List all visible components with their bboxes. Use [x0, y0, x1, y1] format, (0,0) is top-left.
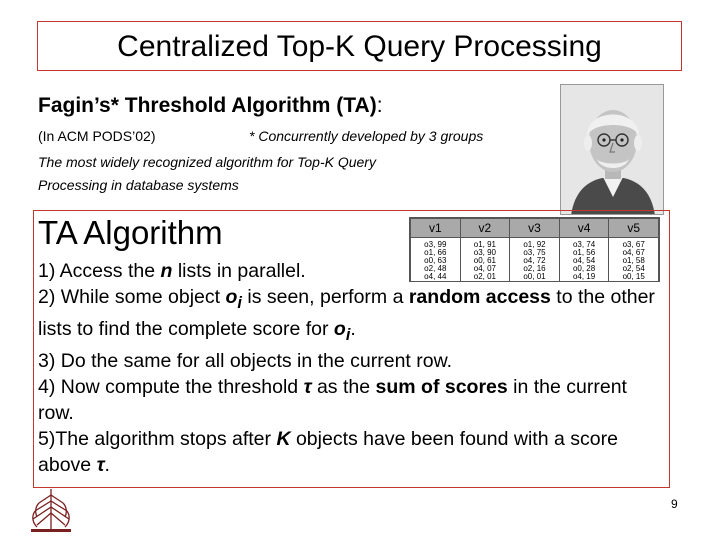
tree-logo-icon [25, 483, 77, 535]
step-2-object-2-index: i [345, 325, 351, 344]
table-cell: o0, 63 [411, 257, 461, 265]
university-logo [25, 483, 77, 535]
table-cell: o1, 66 [411, 249, 461, 257]
table-cell: o1, 91 [460, 238, 510, 250]
table-header: v5 [609, 219, 659, 238]
table-header: v2 [460, 219, 510, 238]
step-5-period: . [104, 453, 110, 476]
table-cell: o3, 99 [411, 238, 461, 250]
table-cell: o4, 19 [559, 273, 609, 281]
table-cell: o0, 15 [609, 273, 659, 281]
venue-text: (In ACM PODS’02) [38, 128, 156, 144]
step-5-text-b: objects have been found with a score above [38, 427, 618, 476]
table-cell: o3, 74 [559, 238, 609, 250]
step-1-text: 1) Access the [38, 260, 161, 282]
table-cell: o1, 92 [510, 238, 560, 250]
step-4-tau: τ [303, 375, 312, 398]
algorithm-heading: TA Algorithm [38, 214, 223, 251]
subheading-colon: : [376, 94, 383, 117]
table-header: v4 [559, 219, 609, 238]
step-5-tau: τ [96, 453, 105, 476]
step-2-object-index: i [237, 293, 242, 312]
table-cell: o0, 01 [510, 273, 560, 281]
table-cell: o4, 44 [411, 273, 461, 281]
algorithm-steps [38, 258, 658, 478]
description [38, 151, 508, 197]
table-cell: o4, 07 [460, 265, 510, 273]
table-cell: o4, 72 [510, 257, 560, 265]
table-cell: o4, 54 [559, 257, 609, 265]
step-5-k: K [276, 427, 291, 450]
portrait-photo [560, 84, 664, 215]
step-4-text: 4) Now compute the threshold [38, 375, 304, 398]
step-3: 3) Do the same for all objects in the current row. [38, 349, 453, 372]
portrait-illustration [561, 85, 664, 215]
step-2-object-2: o [333, 317, 346, 340]
step-1-n: n [160, 260, 173, 282]
step-4-sum-of-scores: sum of scores [375, 375, 508, 398]
step-2-text-c: to the other lists to find the complete score for [38, 286, 655, 340]
table-cell: o3, 90 [460, 249, 510, 257]
table-cell: o2, 01 [460, 273, 510, 281]
step-2-text-b: is seen, perform a [241, 286, 409, 308]
step-5 [38, 426, 658, 478]
subheading [38, 94, 383, 118]
table-cell: o4, 67 [609, 249, 659, 257]
step-1 [38, 258, 658, 284]
note-line [38, 128, 484, 144]
table-cell: o0, 61 [460, 257, 510, 265]
step-2-random: random [408, 286, 481, 308]
table-header: v1 [411, 219, 461, 238]
table-cell: o2, 48 [411, 265, 461, 273]
footnote-text: * Concurrently developed by 3 groups [249, 128, 484, 144]
step-4-text-c: in the current row. [38, 375, 627, 424]
step-2-object: o [225, 286, 238, 308]
step-5-text: 5)The algorithm stops after [38, 427, 277, 450]
table-cell: o3, 67 [609, 238, 659, 250]
page-number: 9 [671, 497, 678, 511]
description-line-2: Processing in database systems [38, 177, 239, 193]
step-4-text-b: as the [311, 375, 376, 398]
table-header: v3 [510, 219, 560, 238]
step-1-text-end: lists in parallel. [172, 260, 306, 282]
step-2 [38, 284, 658, 348]
step-4 [38, 374, 658, 426]
table-cell: o3, 75 [510, 249, 560, 257]
subheading-text: Fagin’s* Threshold Algorithm (TA) [38, 94, 377, 117]
slide-title: Centralized Top-K Query Processing [117, 30, 602, 63]
table-cell: o1, 56 [559, 249, 609, 257]
table-cell: o2, 54 [609, 265, 659, 273]
step-2-text: 2) While some object [38, 286, 226, 308]
description-line-1: The most widely recognized algorithm for Top-K Query [38, 154, 376, 170]
step-2-period: . [350, 317, 356, 340]
step-2-access: access [485, 286, 551, 308]
table-cell: o2, 16 [510, 265, 560, 273]
table-cell: o1, 58 [609, 257, 659, 265]
table-cell: o0, 28 [559, 265, 609, 273]
title-box [37, 21, 682, 71]
